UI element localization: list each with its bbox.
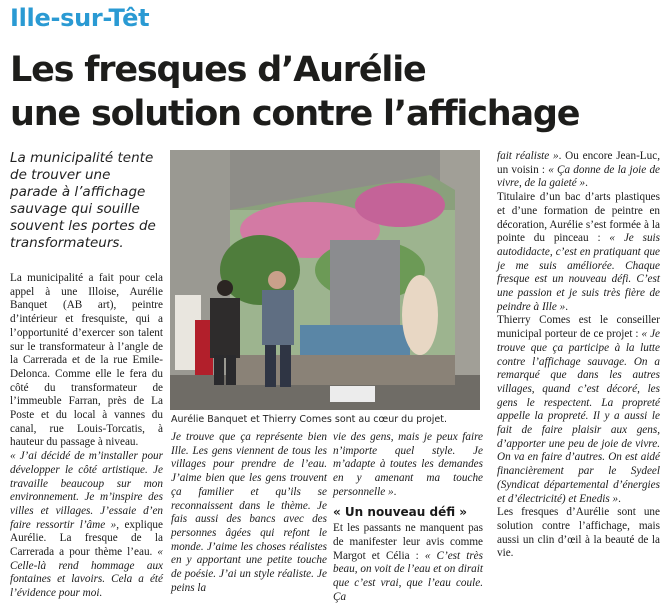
section-subhead: « Un nouveau défi » bbox=[333, 504, 468, 519]
col1-quote-1: « J’ai décidé de m’installer pour développer le côté artistique. Je travaille beaucoup sur mon environnement. Je m’inspire des villes et villages. J’essaie d’en faire ressortir l’âme » bbox=[10, 450, 163, 531]
headline-line-1: Les fresques d’Aurélie bbox=[10, 50, 426, 90]
article-column-2 bbox=[171, 431, 327, 595]
col1-attribution: , explique Aurélie. La fresque de la Carrerada a pour thème l’eau. bbox=[10, 518, 163, 559]
col4-paragraph-4: Les fresques d’Aurélie sont une solution contre l’affichage, mais aussi un clin d’œil à la beauté de la vie. bbox=[497, 506, 660, 560]
col4-text-3: Thierry Comes est le conseiller municipal porteur de ce projet : bbox=[497, 314, 660, 341]
col3-text-2: Et les passants ne manquent pas de manifester leur avis comme Margot et Célia : bbox=[333, 522, 483, 562]
col3-quote-1: vie des gens, mais je peux faire n’importe quel style. Je m’adapte à toutes les demandes en y amenant ma touche personnelle » bbox=[333, 431, 483, 498]
col4-quote-2: « Ça donne de la joie de vivre, de la gaieté » bbox=[497, 163, 661, 190]
col4-quote-3: « Je suis autodidacte, c’est en pratiquant que je me suis améliorée. Chaque fresque est un nouveau défi. C’est une passion et je suis très fière de peindre à Ille » bbox=[497, 232, 661, 313]
col4-text-2: Titulaire d’un bac d’arts plastiques et d’une formation de peintre en décoration, Aurélie s’est formée à la pointe du pinceau : bbox=[497, 191, 660, 245]
photo-caption: Aurélie Banquet et Thierry Comes sont au cœur du projet. bbox=[171, 414, 448, 425]
lede-paragraph: La municipalité tente de trouver une parade à l’affichage sauvage qui souille souvent les portes de transformateurs. bbox=[10, 150, 156, 251]
col3-quote-2: « C’est très beau, on voit de l’eau et on dirait que c’est vrai, que l’eau coule. Ça bbox=[333, 549, 483, 603]
photo-illustration bbox=[170, 150, 480, 410]
col4-paragraph-2 bbox=[497, 191, 660, 314]
col1-paragraph-1: La municipalité a fait pour cela appel à une Illoise, Aurélie Banquet (AB art), peintre d’intérieur et fresquiste, qui a l’opportunité d’exercer son talent sur le transformateur à l’angle de la Carrerada et de la rue Emile-Deloncа. Comme elle le fera du côté du transformateur de l’immeuble Farran, près de La Poste et du local à vannes du canal, rue Louis-Torcatis, à hauteur du passage à niveau. bbox=[10, 272, 163, 449]
section-kicker: Ille-sur-Têt bbox=[10, 4, 150, 32]
article-column-4 bbox=[497, 150, 660, 561]
article-column-3 bbox=[333, 431, 483, 604]
col4-end-2: . bbox=[565, 300, 569, 313]
col4-quote-1: fait réaliste » bbox=[497, 150, 559, 162]
col4-end-1: . bbox=[585, 177, 588, 190]
col4-paragraph-3 bbox=[497, 314, 660, 506]
col3-paragraph-2 bbox=[333, 522, 483, 604]
col3-end-1: . bbox=[393, 485, 397, 498]
col1-paragraph-2 bbox=[10, 450, 163, 601]
article-column-1 bbox=[10, 272, 163, 601]
col4-text-1: . Ou encore Jean-Luc, un voisin : bbox=[497, 150, 660, 176]
headline-line-2: une solution contre l’affichage bbox=[10, 94, 580, 134]
col1-quote-2: « Celle-là rend hommage aux fontaines et lavoirs. Cela a été l’évidence pour moi. bbox=[10, 546, 164, 600]
col3-paragraph-1 bbox=[333, 431, 483, 500]
col4-paragraph-1 bbox=[497, 150, 660, 191]
col2-quote: Je trouve que ça représente bien Ille. Les gens viennent de tous les villages pour prendre de l’eau. J’aime bien que les gens trouvent ça familier et qu’ils se reconnaissent dans le thème. Je fais aussi des bancs avec des personnes âgées qui refont le monde. J’aime les choses réalistes en y apportant une petite touche de poésie. J’ai un style réaliste. Je peins la bbox=[171, 431, 327, 594]
col4-end-3: . bbox=[618, 492, 621, 505]
article-photo bbox=[170, 150, 480, 410]
col4-quote-4: « Je trouve que ça participe à la lutte contre l’affichage sauvage. On a remarqué que dans les autres villages, quand c’est décoré, les gens le respectent. La propreté appelle la propreté. Il y a aussi le fait de faire plaisir aux gens, d’apporter une peu de joie de vivre. On va en faire d’autres. On est aidé financièrement par le Sydeel (Syndicat départemental d’énergies et d’électricité) et Enedis » bbox=[497, 328, 661, 505]
